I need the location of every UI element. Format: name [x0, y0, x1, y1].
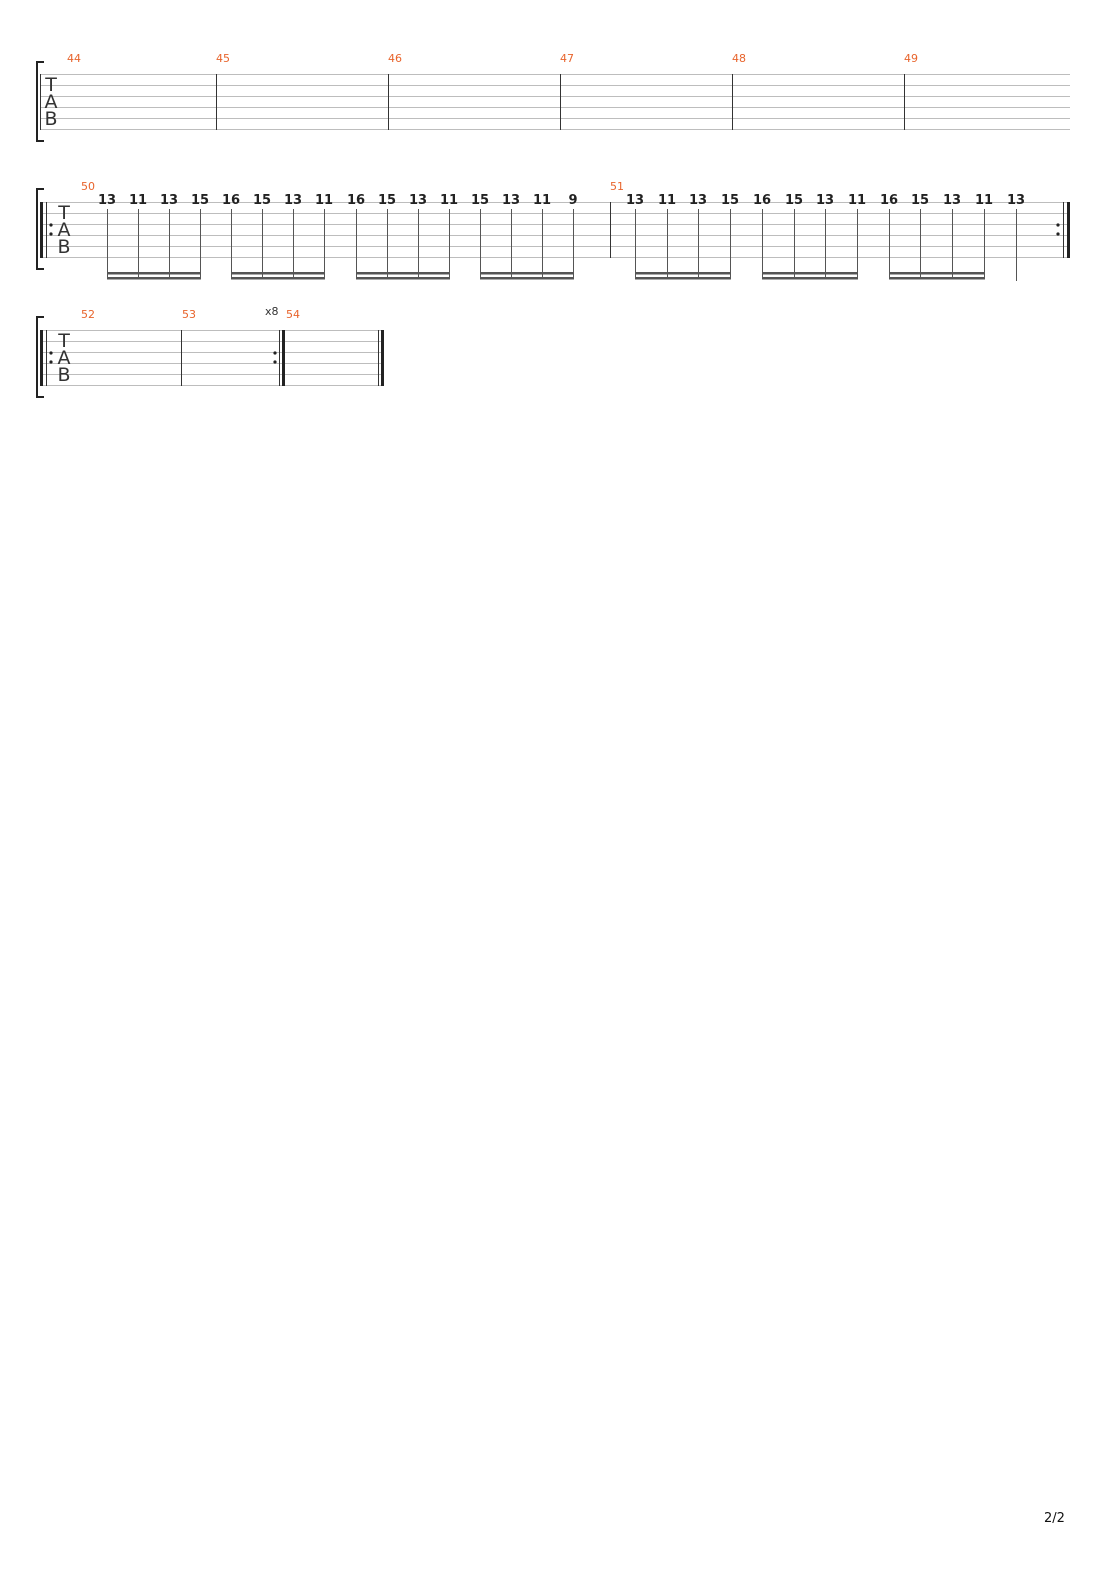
fret-number: 13 [942, 193, 962, 208]
fret-number: 15 [470, 193, 490, 208]
fret-number: 13 [688, 193, 708, 208]
clef-letter-t: T [45, 74, 57, 96]
fret-number: 11 [974, 193, 994, 208]
measure-number: 48 [732, 52, 746, 65]
clef-letter-a: A [57, 347, 71, 369]
staff-lines [40, 331, 384, 386]
repeat-end-barline [1056, 202, 1070, 258]
note-beams [635, 272, 985, 280]
staff-lines [40, 203, 1070, 258]
fret-number: 15 [784, 193, 804, 208]
repeat-count: x8 [265, 305, 279, 318]
system-1 [37, 52, 1070, 141]
measure-number: 44 [67, 52, 81, 65]
fret-number: 11 [439, 193, 459, 208]
clef-letter-b: B [44, 108, 58, 130]
clef-letter-t: T [58, 202, 70, 224]
note-beams [107, 272, 574, 280]
fret-number: 15 [252, 193, 272, 208]
clef-letter-b: B [57, 364, 71, 386]
fret-number: 16 [221, 193, 241, 208]
fret-number: 11 [314, 193, 334, 208]
clef-letter-a: A [57, 219, 71, 241]
fret-number: 11 [532, 193, 552, 208]
fret-number: 16 [752, 193, 772, 208]
fret-number: 13 [283, 193, 303, 208]
fret-number: 11 [657, 193, 677, 208]
fret-number: 15 [720, 193, 740, 208]
tab-clef [57, 202, 70, 258]
measure-number: 53 [182, 308, 196, 321]
fret-number: 13 [815, 193, 835, 208]
fret-number: 15 [190, 193, 210, 208]
fret-number: 13 [501, 193, 521, 208]
system-3 [37, 305, 384, 397]
fret-number: 15 [910, 193, 930, 208]
measure-number: 46 [388, 52, 402, 65]
fret-number: 13 [159, 193, 179, 208]
system-2 [37, 180, 1070, 281]
measure-number: 51 [610, 180, 624, 193]
tab-clef [44, 74, 57, 130]
measure-number: 54 [286, 308, 300, 321]
fret-number: 11 [128, 193, 148, 208]
fret-number: 13 [1006, 193, 1026, 208]
measure-number: 47 [560, 52, 574, 65]
measure-number: 45 [216, 52, 230, 65]
fret-number: 16 [346, 193, 366, 208]
fret-number: 11 [847, 193, 867, 208]
repeat-start-barline [40, 330, 53, 386]
clef-letter-t: T [58, 330, 70, 352]
clef-letter-a: A [44, 91, 58, 113]
final-barline [379, 330, 385, 386]
fret-number: 13 [97, 193, 117, 208]
note-stems [636, 209, 1017, 281]
fret-number: 9 [568, 193, 578, 208]
measure-number: 50 [81, 180, 95, 193]
fret-number: 15 [377, 193, 397, 208]
measure-number: 49 [904, 52, 918, 65]
note-stems [108, 209, 574, 279]
staff-lines [40, 75, 1070, 130]
clef-letter-b: B [57, 236, 71, 258]
measure-number: 52 [81, 308, 95, 321]
repeat-end-barline [273, 330, 285, 386]
fret-number: 13 [625, 193, 645, 208]
repeat-start-barline [40, 202, 53, 258]
tab-clef [57, 330, 70, 386]
fret-number: 16 [879, 193, 899, 208]
page-number: 2/2 [1044, 1511, 1065, 1526]
fret-number: 13 [408, 193, 428, 208]
